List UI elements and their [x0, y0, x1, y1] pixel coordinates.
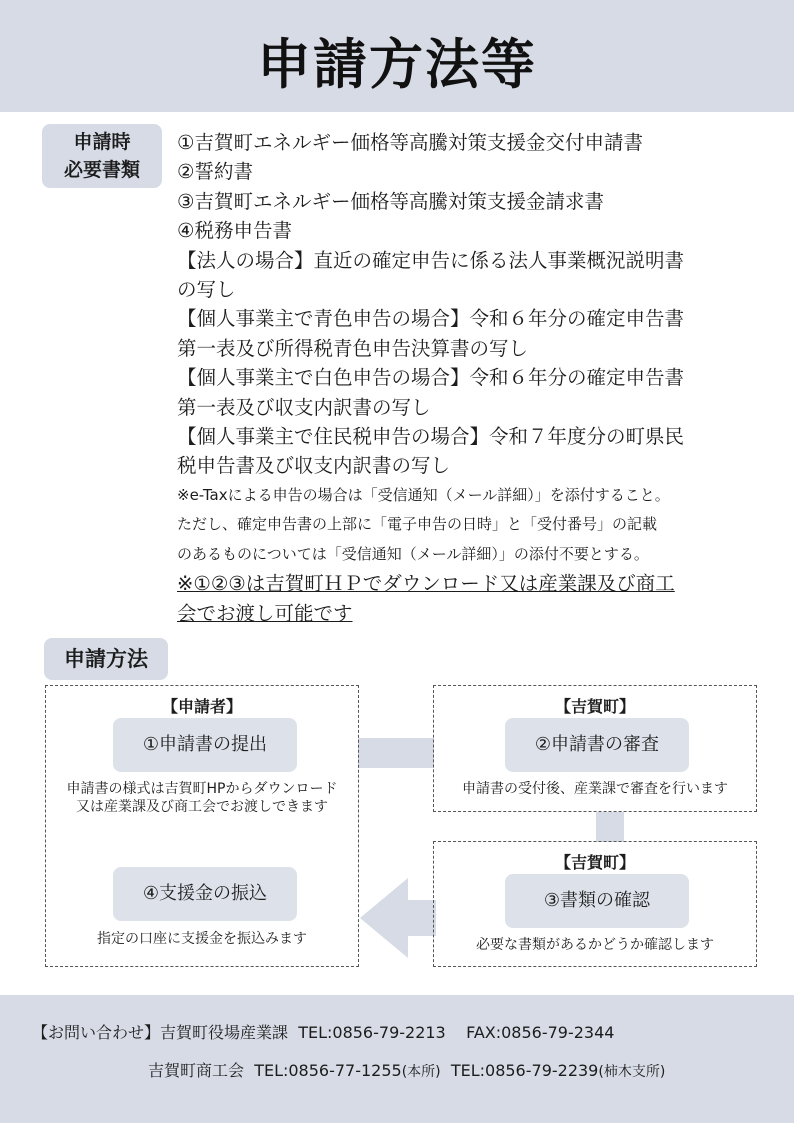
- town-review-box: [433, 685, 757, 812]
- chamber-tel-branch: TEL:0856-79-2239: [450, 1061, 599, 1080]
- doc-line: 第一表及び所得税青色申告決算書の写し: [177, 336, 529, 360]
- download-note: ※①②③は吉賀町ＨＰでダウンロード又は産業課及び商工: [177, 572, 675, 596]
- required-docs-list: [177, 128, 767, 628]
- etax-note: ※e-Taxによる申告の場合は「受信通知（メール詳細）」を添付すること。: [177, 485, 670, 504]
- chamber-tel-main-note: (本所): [401, 1064, 441, 1080]
- doc-line: 税申告書及び収支内訳書の写し: [177, 454, 451, 478]
- step-check: ③書類の確認: [505, 874, 689, 928]
- doc-line: 【個人事業主で住民税申告の場合】令和７年度分の町県民: [177, 425, 685, 449]
- etax-note: のあるものについては「受信通知（メール詳細）」の添付不要とする。: [177, 544, 649, 563]
- doc-line: の写し: [177, 278, 236, 302]
- contact-line-chamber: [148, 1058, 665, 1081]
- step-submit-desc: 申請書の様式は吉賀町HPからダウンロード: [66, 781, 338, 797]
- step-payment: ④支援金の振込: [113, 867, 297, 921]
- doc-line: ②誓約書: [177, 160, 253, 184]
- step-submit: ①申請書の提出: [113, 718, 297, 772]
- applicant-heading: 【申請者】: [161, 697, 242, 716]
- chamber-tel-main: TEL:0856-77-1255: [254, 1061, 402, 1080]
- step-review: ②申請書の審査: [505, 718, 689, 772]
- contact-chamber: 吉賀町商工会: [148, 1061, 245, 1080]
- doc-line: 【個人事業主で青色申告の場合】令和６年分の確定申告書: [177, 307, 685, 331]
- office-fax: FAX:0856-79-2344: [466, 1023, 615, 1042]
- office-tel: TEL:0856-79-2213: [298, 1023, 446, 1042]
- arrow-left-icon: [360, 878, 436, 958]
- applicant-box: [45, 685, 359, 967]
- page-title: 申請方法等: [257, 33, 537, 96]
- method-label: 申請方法: [44, 638, 168, 680]
- contact-line-office: [32, 1020, 614, 1043]
- step-submit-desc: 又は産業課及び商工会でお渡しできます: [76, 799, 328, 815]
- chamber-tel-branch-note: (柿木支所): [598, 1064, 666, 1080]
- doc-line: ③吉賀町エネルギー価格等高騰対策支援金請求書: [177, 189, 604, 213]
- connector-down: [596, 812, 624, 842]
- town-check-box: [433, 841, 757, 967]
- contact-prefix: 【お問い合わせ】: [32, 1023, 161, 1042]
- town-heading: 【吉賀町】: [554, 853, 635, 872]
- connector-right: [358, 738, 434, 768]
- required-docs-label-line1: 申請時: [73, 131, 131, 153]
- required-docs-label: [42, 124, 162, 188]
- etax-note: ただし、確定申告書の上部に「電子申告の日時」と「受付番号」の記載: [177, 515, 658, 534]
- required-docs-label-line2: 必要書類: [63, 159, 140, 181]
- town-heading: 【吉賀町】: [554, 697, 635, 716]
- doc-line: 【法人の場合】直近の確定申告に係る法人事業概況説明書: [177, 248, 685, 272]
- download-note: 会でお渡し可能です: [177, 601, 353, 625]
- doc-line: ④税務申告書: [177, 219, 292, 243]
- contact-office: 吉賀町役場産業課: [160, 1023, 289, 1042]
- step-check-desc: 必要な書類があるかどうか確認します: [476, 937, 714, 953]
- doc-line: ①吉賀町エネルギー価格等高騰対策支援金交付申請書: [177, 131, 643, 154]
- doc-line: 第一表及び収支内訳書の写し: [177, 395, 431, 419]
- step-payment-desc: 指定の口座に支援金を振込みます: [97, 931, 307, 947]
- doc-line: 【個人事業主で白色申告の場合】令和６年分の確定申告書: [177, 366, 685, 390]
- step-review-desc: 申請書の受付後、産業課で審査を行います: [462, 781, 728, 797]
